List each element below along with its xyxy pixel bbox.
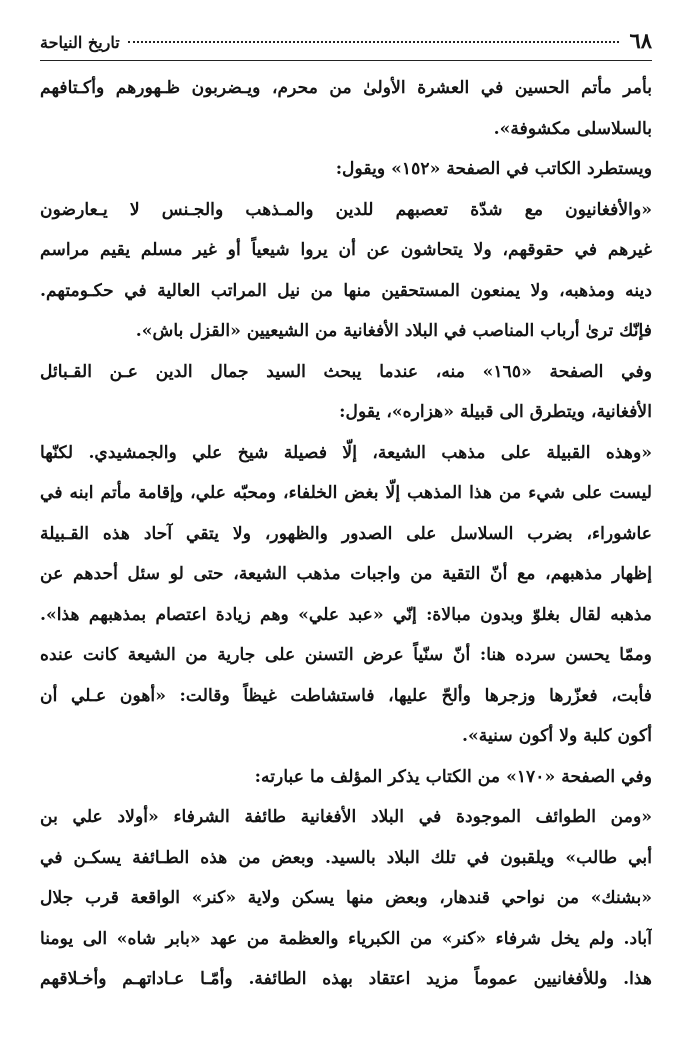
text-line: هذا. وللأفغانيين عموماً مزيد اعتقاد بهذه الطائفة. وأمّـا عـاداتهـم وأخـلاقهم <box>40 969 652 989</box>
page-header <box>40 28 652 58</box>
page-number: ٦٨ <box>629 28 652 53</box>
text-line: وفي الصفحة «١٦٥» منه، عندما يبحث السيد جمال الدين عـن القـبائل <box>40 361 652 382</box>
text-line: أبي طالب» ويلقبون في تلك البلاد بالسيد. وبعض من هذه الطـائفة يسكـن في <box>40 847 652 868</box>
text-line: بأمر مأتم الحسين في العشرة الأولىٰ من محرم، ويـضربون ظـهورهم وأكـتافهم <box>40 78 652 98</box>
text-line: آباد. ولم يخل شرفاء «كنر» من الكبرياء والعظمة من عهد «بابر شاه» الى يومنا <box>40 928 652 949</box>
text-line: الأفغانية، ويتطرق الى قبيلة «هزاره»، يقول: <box>339 402 652 422</box>
text-line: غيرهم في حقوقهم، ولا يتحاشون عن أن يروا شيعياً أو غير مسلم يقيم مراسم <box>40 240 652 260</box>
text-line: «بشنك» من نواحي قندهار، وبعض منها يسكن ولاية «كنر» الواقعة قرب جلال <box>40 888 652 908</box>
text-line: ويستطرد الكاتب في الصفحة «١٥٢» ويقول: <box>335 159 652 179</box>
text-line: فأبت، فعزّرها وزجرها وألحّ عليها، فاستشاطت غيظاً وقالت: «أهون عـلي أن <box>40 685 652 706</box>
text-line: بالسلاسلى مكشوفة». <box>493 118 652 139</box>
text-line: «والأفغانيون مع شدّة تعصبهم للدين والمـذهب والجـنس لا يـعارضون <box>40 199 652 220</box>
text-line: عاشوراء، بضرب السلاسل على الصدور والظهور، ولا يتقي آحاد هذه القـبيلة <box>40 523 652 544</box>
text-line: وممّا يحسن سرده هنا: أنّ سنّياً عرض التسنن على جارية من الشيعة كانت عنده <box>40 645 652 665</box>
text-line: ليست على شيء من هذا المذهب إلّا بغض الخلفاء، ومحبّه علي، وإقامة مأتم ابنه في <box>40 483 652 503</box>
running-title: تاريخ النياحة <box>40 33 120 52</box>
book-page <box>40 0 652 1046</box>
header-leader-dots <box>128 41 620 43</box>
text-line: مذهبه لقال بغلوّ وبدون مبالاة: إنّي «عبد علي» وهم زيادة اعتصام بمذهبهم هذا». <box>40 604 652 625</box>
body-text <box>40 68 652 1000</box>
text-line: دينه ومذهبه، ولا يمنعون المستحقين منها من نيل المراتب العالية في حكـومتهم. <box>40 280 652 301</box>
text-line: فإنّك ترىٰ أرباب المناصب في البلاد الأفغانية من الشيعيين «القزل باش». <box>135 321 652 341</box>
text-line: «ومن الطوائف الموجودة في البلاد الأفغانية طائفة الشرفاء «أولاد علي بن <box>40 807 652 827</box>
text-line: أكون كلبة ولا أكون سنية». <box>462 726 652 746</box>
header-divider <box>40 60 652 61</box>
text-line: إظهار مذهبهم، مع أنّ التقية من واجبات مذهب الشيعة، حتى لو سئل أحدهم عن <box>40 564 652 584</box>
text-line: وفي الصفحة «١٧٠» من الكتاب يذكر المؤلف ما عبارته: <box>254 766 652 787</box>
text-line: «وهذه القبيلة على مذهب الشيعة، إلّا فصيلة شيخ علي والجمشيدي. لكنّها <box>40 442 652 463</box>
